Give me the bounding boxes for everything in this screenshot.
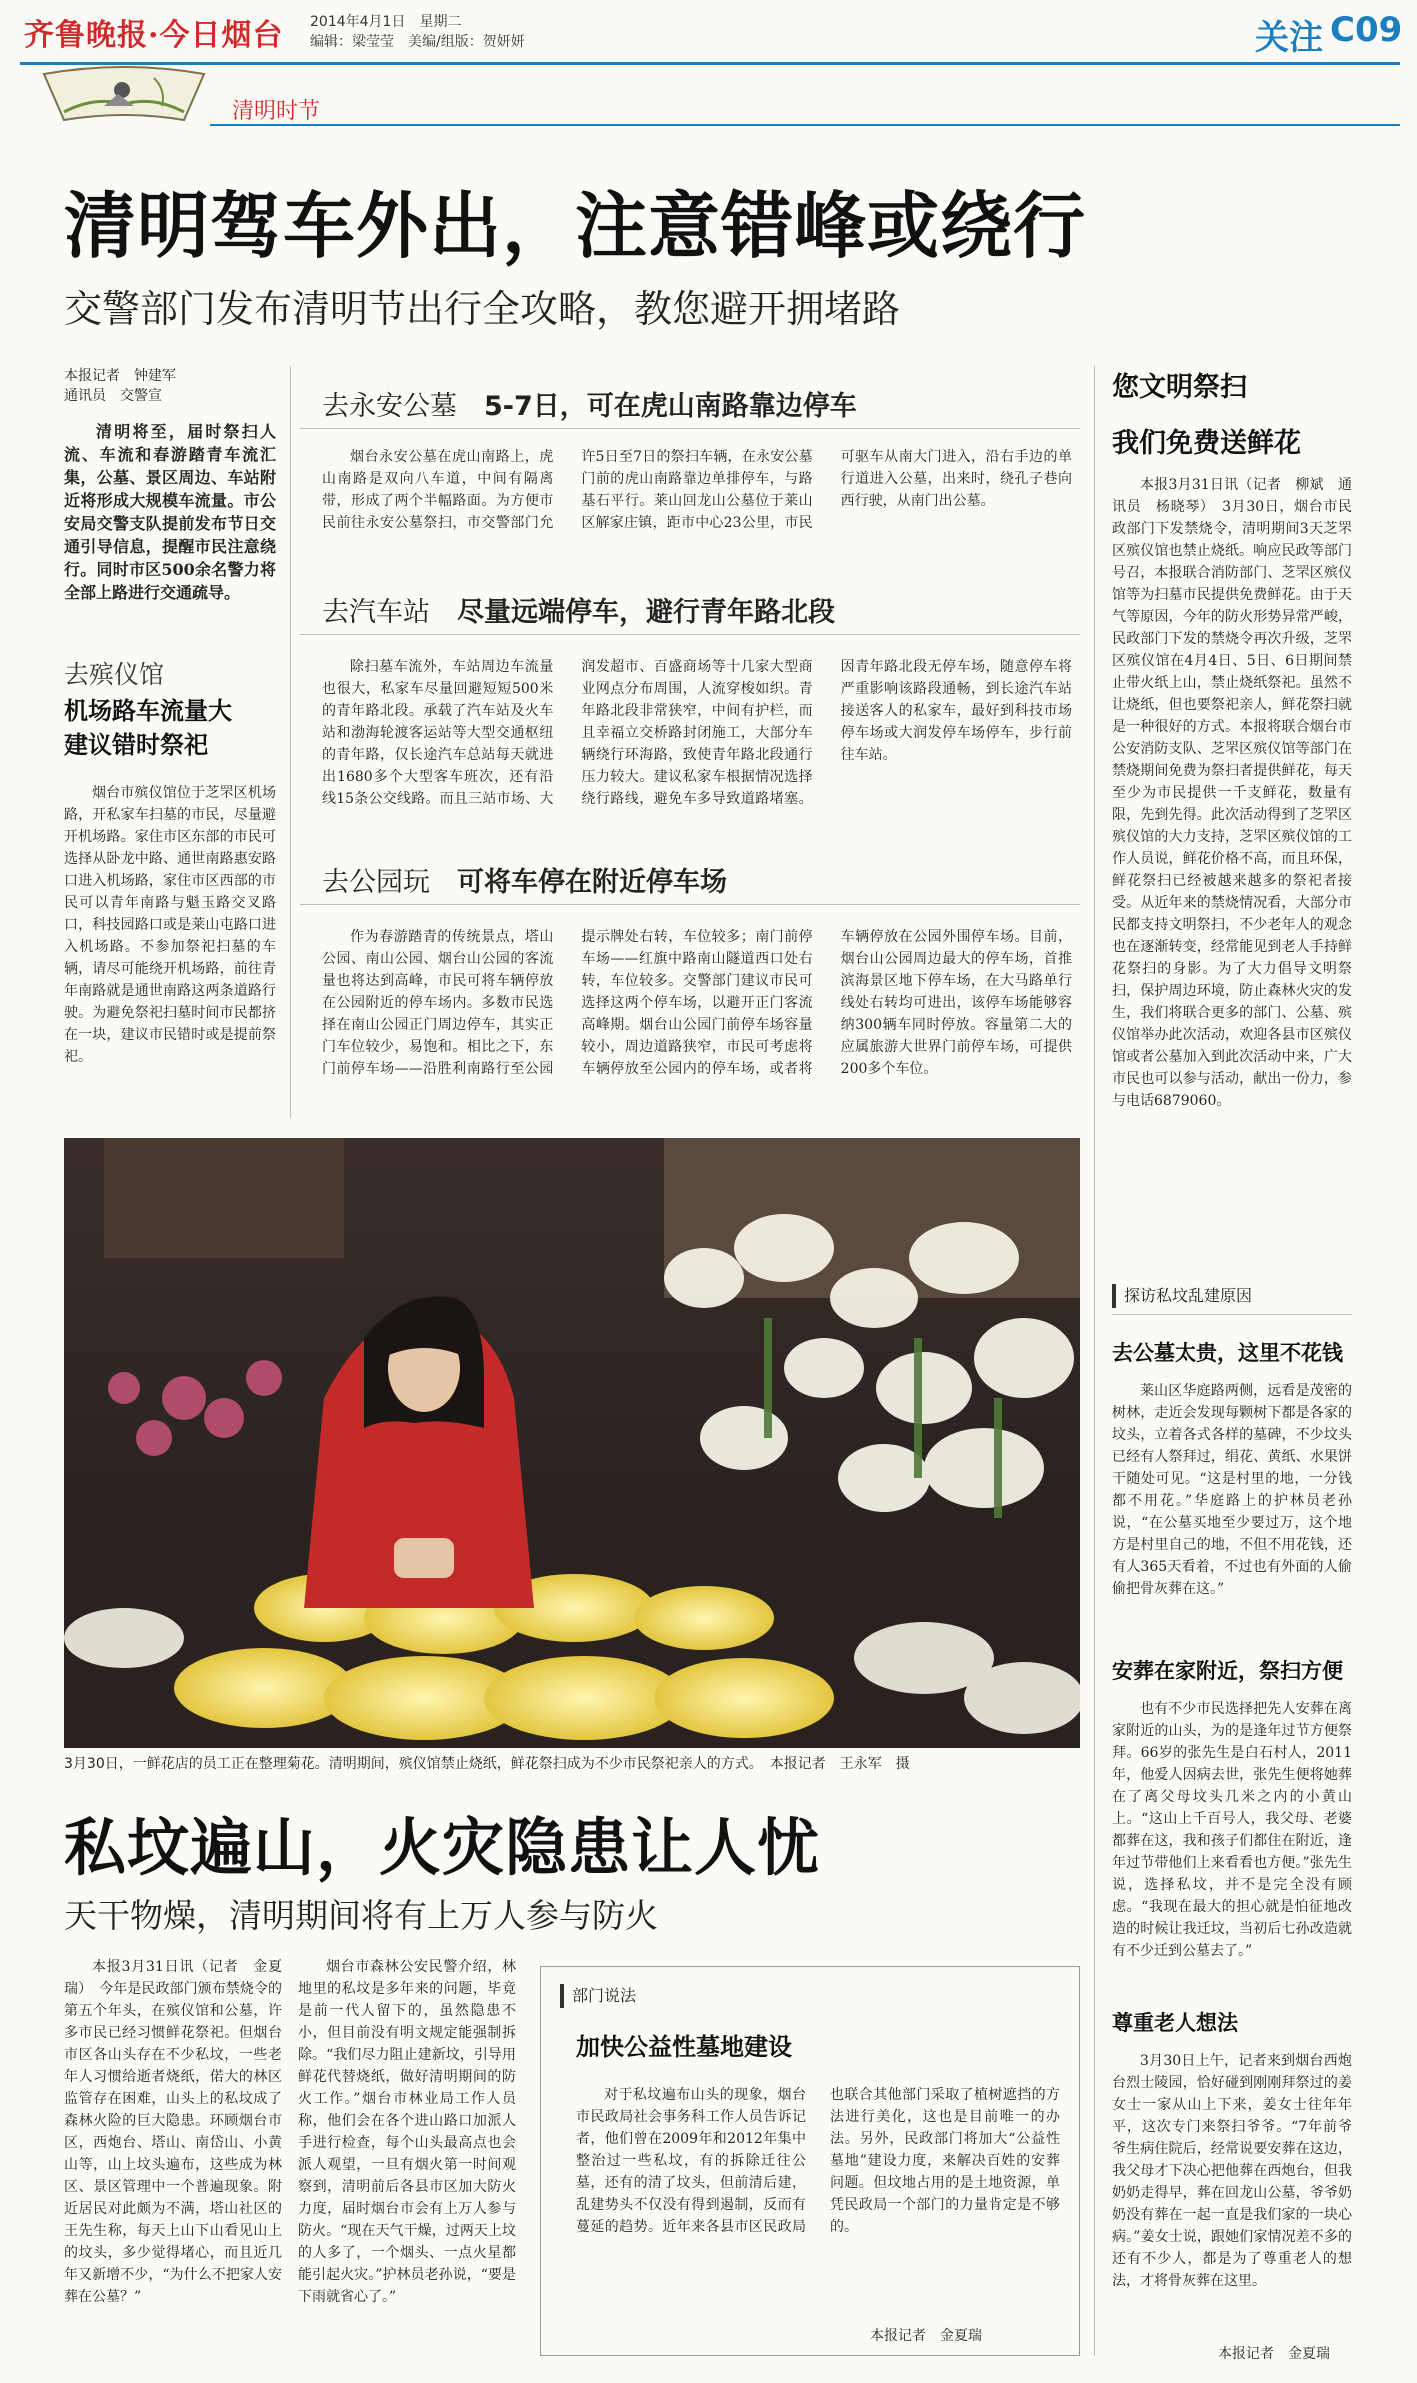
sidebar-headline-1: 您文明祭扫	[1112, 372, 1247, 403]
byline-reporter: 本报记者 钟建军	[64, 368, 176, 384]
focus-label: 关注	[1255, 18, 1323, 58]
second-col1: 本报3月31日讯（记者 金夏瑞） 今年是民政部门颁布禁烧令的第五个年头，在殡仪馆和公墓，许多市民已经习惯鲜花祭祀。但烟台市区各山头存在不少私坟，一些老年人习惯给逝者烧纸，偌大的林区监管存在困难，山头上的私坟成了森林火险的巨大隐患。环顾烟台市区，西炮台、塔山、南岱山、小黄山等，山上坟头遍布，这些成为林区、景区管理中一个普遍现象。附近居民对此颇为不满，塔山社区的王先生称，每天上山下山看见山上的坟头，多少觉得堵心，而且近几年又新增不少，“为什么不把家人安葬在公墓？”	[64, 1959, 282, 2305]
box-body: 对于私坟遍布山头的现象，烟台市民政局社会事务科工作人员告诉记者，他们曾在2009年和2012年集中整治过一些私坟，有的拆除迁往公墓，还有的清了坟头，但前清后建，乱建势头不仅没有得到遏制，反而有蔓延的趋势。近年来各县市区民政局也联合其他部门采取了植树遮挡的方法进行美化，这也是目前唯一的办法。另外，民政部门将加大“公益性墓地”建设力度，来解决百姓的安葬问题。但坟地占用的是土地资源，单凭民政局一个部门的力量肯定是不够的。	[576, 2087, 1060, 2235]
section-tag: 清明时节	[232, 99, 321, 124]
s3-prefix: 去公园玩	[322, 867, 430, 898]
s3-title: 可将车停在附近停车场	[457, 867, 727, 898]
box-signoff: 本报记者 金夏瑞	[870, 2328, 982, 2344]
p3-body: 3月30日上午，记者来到烟台西炮台烈士陵园，恰好碰到刚刚拜祭过的姜女士一家从山上下来，姜女士往年年平，这次专门来祭扫爷爷。“7年前爷爷生病住院后，经常说要安葬在这边，我父母才下决心把他葬在西炮台，但我奶奶走得早，葬在回龙山公墓，爷爷奶奶没有葬在一起一直是我们家的一块心病。”姜女士说，跟她们家情况差不多的还有不少人，都是为了尊重老人的想法，才将骨灰葬在这里。	[1112, 2053, 1352, 2289]
s1-rule	[300, 428, 1080, 429]
date-line: 2014年4月1日 星期二	[310, 14, 462, 30]
s3-heading	[322, 860, 727, 899]
sidebar-signoff: 本报记者 金夏瑞	[1218, 2346, 1330, 2362]
s2-title: 尽量远端停车，避行青年路北段	[457, 597, 835, 628]
column-rule	[290, 366, 291, 1118]
s3-rule	[300, 904, 1080, 905]
main-subheadline: 交警部门发布清明节出行全攻略，教您避开拥堵路	[64, 287, 901, 331]
box-tag: 部门说法	[560, 1984, 636, 2008]
newspaper-logo: 齐鲁晚报·今日烟台	[24, 18, 284, 53]
byline-correspondent: 通讯员 交警宣	[64, 388, 162, 404]
s1-prefix: 去永安公墓	[322, 391, 457, 422]
funeral-body: 烟台市殡仪馆位于芝罘区机场路，开私家车扫墓的市民，尽量避开机场路。家住市区东部的市民可选择从卧龙中路、通世南路惠安路口进入机场路，家住市区西部的市民可以青年南路与魁玉路交叉路口，科技园路口或是莱山屯路口进入机场路。不参加祭祀扫墓的车辆，请尽可能绕开机场路，前往青年南路就是通世南路这两条道路行驶。为避免祭祀扫墓时间市民都挤在一块，建议市民错时或是提前祭祀。	[64, 785, 276, 1065]
s2-prefix: 去汽车站	[322, 597, 430, 628]
funeral-title-2: 建议错时祭祀	[64, 731, 208, 759]
s2-heading	[322, 590, 835, 629]
p1-title: 去公墓太贵，这里不花钱	[1112, 1341, 1343, 1365]
qingming-fan-emblem	[34, 66, 214, 124]
sidebar-body: 本报3月31日讯（记者 柳斌 通讯员 杨晓琴） 3月30日，烟台市民政部门下发禁烧令，清明期间3天芝罘区殡仪馆也禁止烧纸。响应民政等部门号召，本报联合消防部门、芝罘区殡仪馆等为扫墓市民提供免费鲜花。由于天气等原因，今年的防火形势异常严峻，民政部门下发的禁烧令再次升级，芝罘区殡仪馆在4月4日、5日、6日期间禁止带火纸上山，禁止烧纸祭祀。虽然不让烧纸，但也要祭祀亲人，鲜花祭扫就是一种很好的方式。本报将联合烟台市公安消防支队、芝罘区殡仪馆等部门在禁烧期间免费为祭扫者提供鲜花，每天至少为市民提供一千支鲜花，数量有限，先到先得。此次活动得到了芝罘区殡仪馆的大力支持，芝罘区殡仪馆的工作人员说，鲜花价格不高，而且环保，鲜花祭扫已经被越来越多的祭祀者接受。从近年来的禁烧情况看，大部分市民都支持文明祭扫，不少老年人的观念也在逐渐转变，经常能见到老人手持鲜花祭扫的身影。为了大力倡导文明祭扫，保护周边环境，防止森林火灾的发生，我们将联合更多的部门、公墓、殡仪馆举办此次活动，欢迎各县市区殡仪馆或者公墓加入到此次活动中来，广大市民也可以参与活动，献出一份力，参与电话6879060。	[1112, 477, 1352, 1109]
box-title: 加快公益性墓地建设	[576, 2033, 792, 2061]
second-subheadline: 天干物燥，清明期间将有上万人参与防火	[64, 1896, 658, 1935]
p3-title: 尊重老人想法	[1112, 2011, 1238, 2035]
editor-line: 编辑：梁莹莹 美编/组版：贺妍妍	[310, 34, 525, 50]
s3-body: 作为春游踏青的传统景点，塔山公园、南山公园、烟台山公园的客流量也将达到高峰，市民可将车辆停放在公园附近的停车场内。多数市民选择在南山公园正门周边停车，其实正门车位较少，易饱和。相比之下，东门前停车场——沿胜利南路行至公园提示牌处右转，车位较多；南门前停车场——红旗中路南山隧道西口处右转，车位较多。交警部门建议市民可选择这两个停车场，以避开正门客流高峰期。烟台山公园门前停车场容量较小，周边道路狭窄，市民可考虑将车辆停放至公园内的停车场，或者将车辆停放在公园外围停车场。目前，烟台山公园周边最大的停车场，首推滨海景区地下停车场，在大马路单行线处右转均可进出，该停车场能够容纳300辆车同时停放。容量第二大的应属旅游大世界门前停车场，可提供200多个车位。	[322, 929, 1072, 1077]
page-number: C09	[1330, 10, 1403, 50]
second-headline: 私坟遍山，火灾隐患让人忧	[64, 1811, 821, 1884]
funeral-section-head: 去殡仪馆	[64, 660, 165, 689]
flower-shop-photo	[64, 1138, 1080, 1748]
s2-rule	[300, 634, 1080, 635]
probe-tag: 探访私坟乱建原因	[1112, 1284, 1252, 1308]
sidebar-rule	[1094, 366, 1095, 2356]
second-col2: 烟台市森林公安民警介绍，林地里的私坟是多年来的问题，毕竟是前一代人留下的，虽然隐患不小，但目前没有明文规定能强制拆除。“我们尽力阻止建新坟，引导用鲜花代替烧纸，做好清明期间的防火工作。”烟台市林业局工作人员称，他们会在各个进山路口加派人手进行检查，每个山头最高点也会派人观望，一旦有烟火第一时间观察到，清明前后各县市区加大防火力度，届时烟台市会有上万人参与防火。“现在天气干燥，过两天上坟的人多了，一个烟头、一点火星都能引起火灾。”护林员老孙说，“要是下雨就省心了。”	[298, 1959, 516, 2305]
header-rule	[20, 62, 1400, 65]
s1-heading	[322, 384, 857, 423]
funeral-title-1: 机场路车流量大	[64, 697, 232, 725]
s2-body: 除扫墓车流外，车站周边车流量也很大，私家车尽量回避短短500米的青年路北段。承载了汽车站及火车站和渤海轮渡客运站等大型交通枢纽的青年路，仅长途汽车总站每天就进出1680多个大型客车班次，还有沿线15条公交线路。而且三站市场、大润发超市、百盛商场等十几家大型商业网点分布周围，人流穿梭如织。青年路北段非常狭窄，中间有护栏，而且幸福立交桥路封闭施工，大部分车辆绕行环海路，致使青年路北段通行压力较大。建议私家车根据情况选择绕行路线，避免车多导致道路堵塞。因青年路北段无停车场，随意停车将严重影响该路段通畅，到长途汽车站接送客人的私家车，最好到科技市场停车场或大润发停车场停车，步行前往车站。	[322, 659, 1072, 807]
p2-body: 也有不少市民选择把先人安葬在离家附近的山头，为的是逢年过节方便祭拜。66岁的张先生是白石村人，2011年，他爱人因病去世，张先生便将她葬在了离父母坟头几米之内的小黄山上。“这山上千百号人，我父母、老婆都葬在这，我和孩子们都住在附近，逢年过节带他们上来看看也方便。”张先生说，选择私坟，并不是完全没有顾虑。“我现在最大的担心就是怕征地改造的时候让我迁坟，当初后七孙改造就有不少迁到公墓去了。”	[1112, 1701, 1352, 1959]
s1-body: 烟台永安公墓在虎山南路上，虎山南路是双向八车道，中间有隔离带，形成了两个半幅路面。为方便市民前往永安公墓祭扫，市交警部门允许5日至7日的祭扫车辆，在永安公墓门前的虎山南路靠边单排停车，与路基石平行。莱山回龙山公墓位于莱山区解家庄镇，距市中心23公里，市民可驱车从南大门进入，沿右手边的单行道进入公墓，出来时，绕孔子巷向西行驶，从南门出公墓。	[322, 449, 1072, 531]
main-headline: 清明驾车外出，注意错峰或绕行	[64, 184, 1087, 268]
lead-paragraph: 清明将至，届时祭扫人流、车流和春游踏青车流汇集，公墓、景区周边、车站附近将形成大规模车流量。市公安局交警支队提前发布节日交通引导信息，提醒市民注意绕行。同时市区500余名警力将全部上路进行交通疏导。	[64, 422, 276, 602]
photo-caption: 3月30日，一鲜花店的员工正在整理菊花。清明期间，殡仪馆禁止烧纸，鲜花祭扫成为不少市民祭祀亲人的方式。 本报记者 王永军 摄	[64, 1756, 910, 1772]
sidebar-headline-2: 我们免费送鲜花	[1112, 428, 1301, 459]
p2-title: 安葬在家附近，祭扫方便	[1112, 1659, 1343, 1683]
probe-rule	[1112, 1314, 1352, 1315]
section-rule	[210, 124, 1400, 126]
p1-body: 莱山区华庭路两侧，远看是茂密的树林，走近会发现每颗树下都是各家的坟头，立着各式各样的墓碑，不少坟头已经有人祭拜过，绢花、黄纸、水果饼干随处可见。“这是村里的地，一分钱都不用花。”华庭路上的护林员老孙说，“在公墓买地至少要过万，这个地方是村里自己的地，不但不用花钱，还有人365天看着，不过也有外面的人偷偷把骨灰葬在这。”	[1112, 1383, 1352, 1597]
s1-title: 5-7日，可在虎山南路靠边停车	[484, 391, 857, 422]
